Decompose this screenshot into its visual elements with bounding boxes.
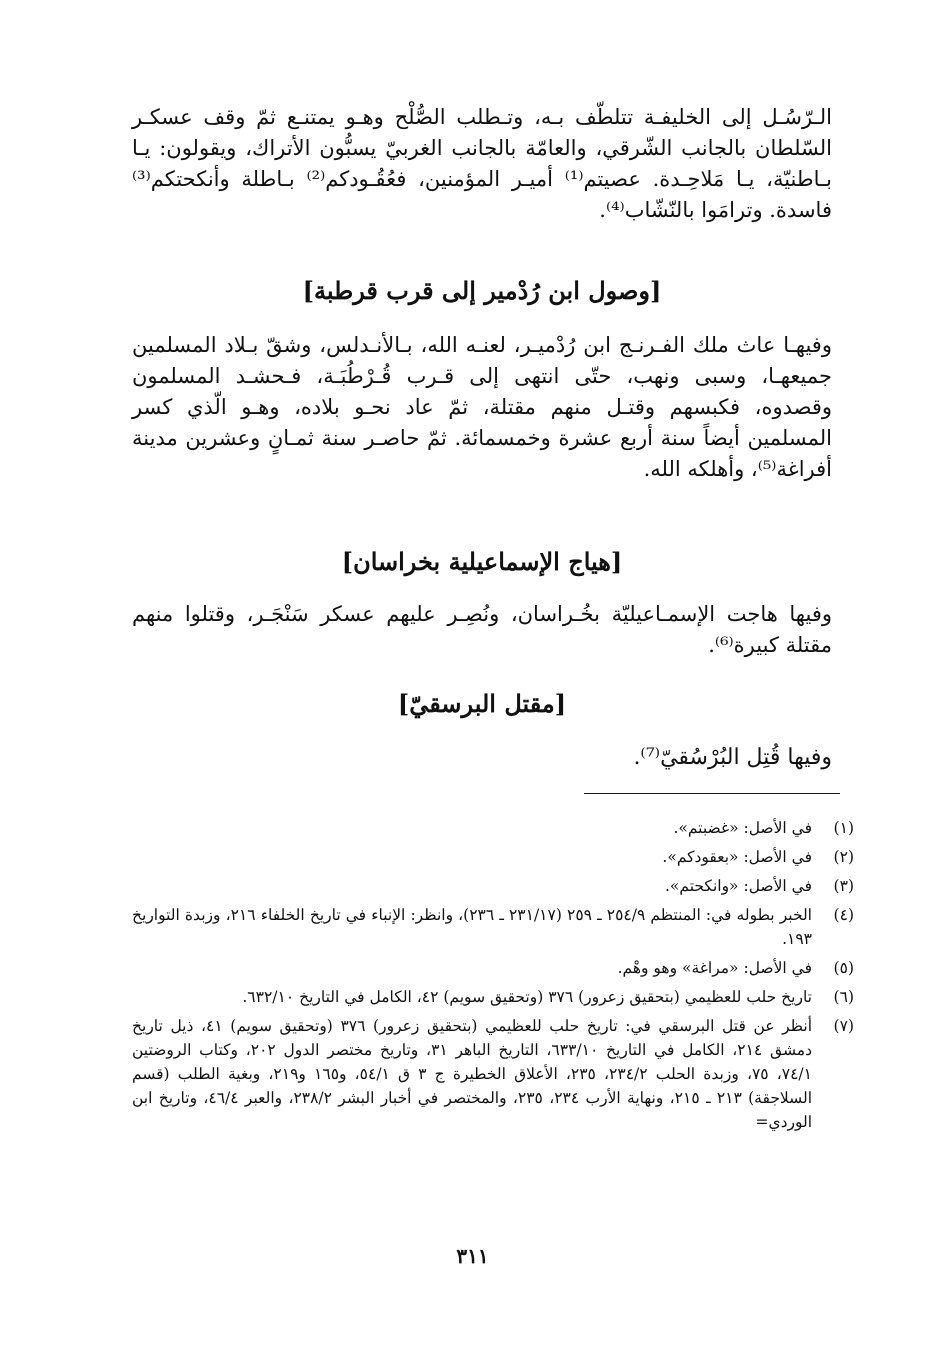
paragraph-bursuqi: وفيها قُتِل البُرْسُقيّ⁽⁷⁾. bbox=[633, 745, 832, 770]
paragraph-ibn-radmir: وفيهـا عاث ملك الفـرنـج ابن رُدْميـر، لعنـه الله، بـالأنـدلس، وشقّ بـلاد المسلمين جميعهـا، وسبى ونهب، حتّى انتهى إلى قـرب قُـرْطُبَـة، فـحشـد المسلمون وقصدوه، فكبسهم وقتـل منهم مقتلة، ثمّ عاد نحـو بلاده، وهـو الّذي كسر المسلمين أيضاً سنة أربع عشرة وخمسمائة. ثمّ حاصـر سنة ثمـانٍ وعشرين مدينة أفراغة⁽⁵⁾، وأهلكه الله. bbox=[132, 333, 832, 481]
footnote-4 bbox=[132, 903, 854, 951]
paragraph-siege-baghdad: الـرّسُـل إلى الخليفـة تتلطّف بـه، وتـطلب الصُّلْح وهـو يمتنـع ثمّ وقف عسكـر السّلطان بالجانب الشّرقي، والعامّة بالجانب الغربيّ يسبُّون الأتراك، ويقولون: يـا بـاطنيّة، يـا مَلاحِـدة. عصيتم⁽¹⁾ أميـر المؤمنين، فعُقُـودكم⁽²⁾ بـاطلة وأنكحتكم⁽³⁾ فاسدة. وترامَوا بالنّشّاب⁽⁴⁾. bbox=[132, 105, 832, 222]
footnotes-list bbox=[132, 816, 854, 1139]
footnote-text: في الأصل: «وانكحتم». bbox=[664, 877, 812, 895]
footnote-number: (٣) bbox=[833, 877, 854, 895]
footnote-text: في الأصل: «بعقودكم». bbox=[662, 848, 812, 866]
footnote-text: في الأصل: «مراغة» وهو وهْم. bbox=[617, 959, 812, 977]
footnote-text: تاريخ حلب للعظيمي (بتحقيق زعرور) ٣٧٦ (وتحقيق سويم) ٤٢، الكامل في التاريخ ٦٣٢/١٠. bbox=[242, 988, 812, 1006]
footnote-3 bbox=[132, 874, 854, 898]
footnote-divider bbox=[584, 793, 840, 794]
footnote-number: (٧) bbox=[833, 1017, 854, 1035]
footnote-6 bbox=[132, 985, 854, 1009]
footnote-text: الخبر بطوله في: المنتظم ٢٥٤/٩ ـ ٢٥٩ (٢٣١/١٧ ـ ٢٣٦)، وانظر: الإنباء في تاريخ الخلفاء ٢١٦، وزبدة التواريخ ١٩٣. bbox=[132, 906, 812, 948]
footnote-number: (٦) bbox=[833, 988, 854, 1006]
footnote-number: (٥) bbox=[833, 959, 854, 977]
footnote-1 bbox=[132, 816, 854, 840]
heading-ibn-radmir: [وصول ابن رُدْمير إلى قرب قرطبة] bbox=[302, 276, 662, 305]
footnote-5 bbox=[132, 956, 854, 980]
footnote-7 bbox=[132, 1014, 854, 1134]
footnote-number: (١) bbox=[833, 819, 854, 837]
footnote-number: (٢) bbox=[833, 848, 854, 866]
paragraph-ismailis: وفيها هاجت الإسمـاعيليّة بخُـراسان، ونُصِـر عليهم عسكر سَنْجَـر، وقتلوا منهم مقتلة كبيرة⁽⁶⁾. bbox=[132, 602, 832, 657]
footnote-text: أنظر عن قتل البرسقي في: تاريخ حلب للعظيمي (بتحقيق زعرور) ٣٧٦ (وتحقيق سويم) ٤١، ذيل تاريخ دمشق ٢١٤، الكامل في التاريخ ٦٣٣/١٠، التاريخ الباهر ٣١، وتاريخ مختصر الدول ٢٠٢، وكتاب الروضتين ٧٤/١، ٧٥، وزبدة الحلب ٢٣٤/٢، ٢٣٥، الأعلاق الخطيرة ج ٣ ق ٥٤/١، و١٦٥ و٢١٩، وبغية الطلب (قسم السلاجقة) ٢١٣ ـ ٢١٥، ونهاية الأرب ٢٣٤، ٢٣٥، والمختصر في أخبار البشر ٢٣٨/٢، والعبر ٤٦/٤، وتاريخ ابن الوردي= bbox=[132, 1017, 813, 1131]
footnote-2 bbox=[132, 845, 854, 869]
footnote-number: (٤) bbox=[833, 906, 854, 924]
heading-bursuqi: [مقتل البرسقيّ] bbox=[397, 689, 567, 718]
page-number: ٣١١ bbox=[456, 1244, 489, 1268]
footnote-text: في الأصل: «غضبتم». bbox=[673, 819, 812, 837]
heading-ismailis: [هياج الإسماعيلية بخراسان] bbox=[341, 547, 623, 576]
